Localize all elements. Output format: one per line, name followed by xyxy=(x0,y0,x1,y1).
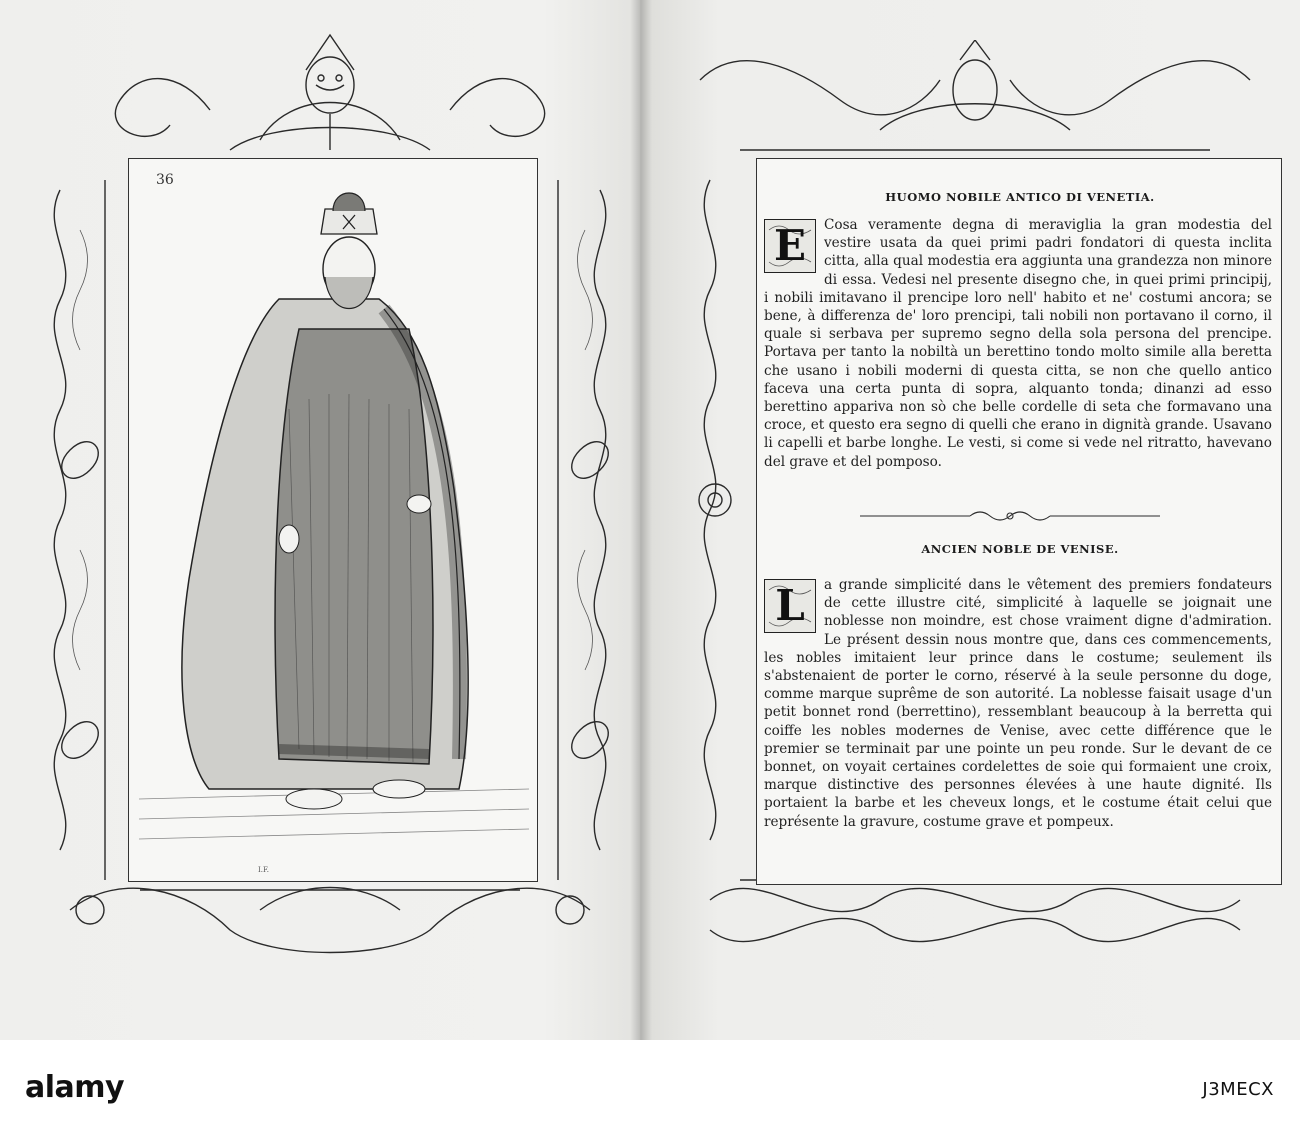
watermark-footer xyxy=(0,1040,1300,1133)
italian-body-text: Cosa veramente degna di meraviglia la gran modestia del vestire usata da quei primi padri fondatori di questa inclita citta, alla qual modestia era aggiunta una grandezza non minore di essa. Vedesi nel presente disegno che, in quei primi principij, i nobili imitavano il prencipe loro nell' habito et ne' costumi ancora; se bene, à differenza de' loro prencipi, tali nobili non portavano il corno, il quale si serbava per supremo segno della sola persona del prencipe. Portava per tanto la nobiltà un berettino tondo molto simile alla beretta che usano i nobili moderni di questa citta, se non che quello antico faceva una certa punta di sopra, alquanto tonda; dinanzi ad esso berettino appariva non sò che belle cordelle di seta che formavano una croce, et questo era segno di quelli che erano in dignità grande. Usavano li capelli et barbe longhe. Le vesti, si come si vede nel ritratto, havevano del grave et del pomposo. xyxy=(764,217,1272,470)
plate-number: 36 xyxy=(156,172,174,188)
dropcap-french-letter: L xyxy=(775,581,805,630)
french-title: ANCIEN NOBLE DE VENISE. xyxy=(921,542,1119,556)
italian-title: HUOMO NOBILE ANTICO DI VENETIA. xyxy=(885,190,1155,204)
book-gutter xyxy=(630,0,652,1040)
dropcap-french xyxy=(764,579,816,633)
noble-figure-engraving xyxy=(129,159,537,881)
left-page xyxy=(0,0,640,1040)
italian-paragraph xyxy=(764,216,1272,471)
engraver-mark: I.F. xyxy=(258,866,269,874)
stock-image-id: J3MECX xyxy=(1202,1079,1274,1100)
illustration-panel xyxy=(128,158,538,882)
dropcap-italian-letter: E xyxy=(773,221,806,270)
french-paragraph xyxy=(764,576,1272,831)
section-divider-ornament xyxy=(860,508,1160,524)
french-body-text: a grande simplicité dans le vêtement des premiers fondateurs de cette illustre cité, simplicité à laquelle se joignait une noblesse non moindre, est chose vraiment digne d'admiration. Le présent dessin nous montre que, dans ces commencements, les nobles imitaient leur prince dans le costume; seulement ils s'abstenaient de porter le corno, réservé à la seule personne du doge, comme marque suprême de son autorité. La noblesse faisait usage d'un petit bonnet rond (berrettino), ressemblant beaucoup à la berretta qui coiffe les nobles modernes de Venise, avec cette différence que le premier se terminait par une pointe un peu ronde. Sur le devant de ce bonnet, on voyait certaines cordelettes de soie qui formaient une croix, marque distinctive des personnes élevées à une haute dignité. Ils portaient la barbe et les cheveux longs, et le costume était celui que représente la gravure, costume grave et pompeux. xyxy=(764,577,1272,830)
dropcap-italian xyxy=(764,219,816,273)
alamy-logo: alamy xyxy=(25,1070,125,1105)
